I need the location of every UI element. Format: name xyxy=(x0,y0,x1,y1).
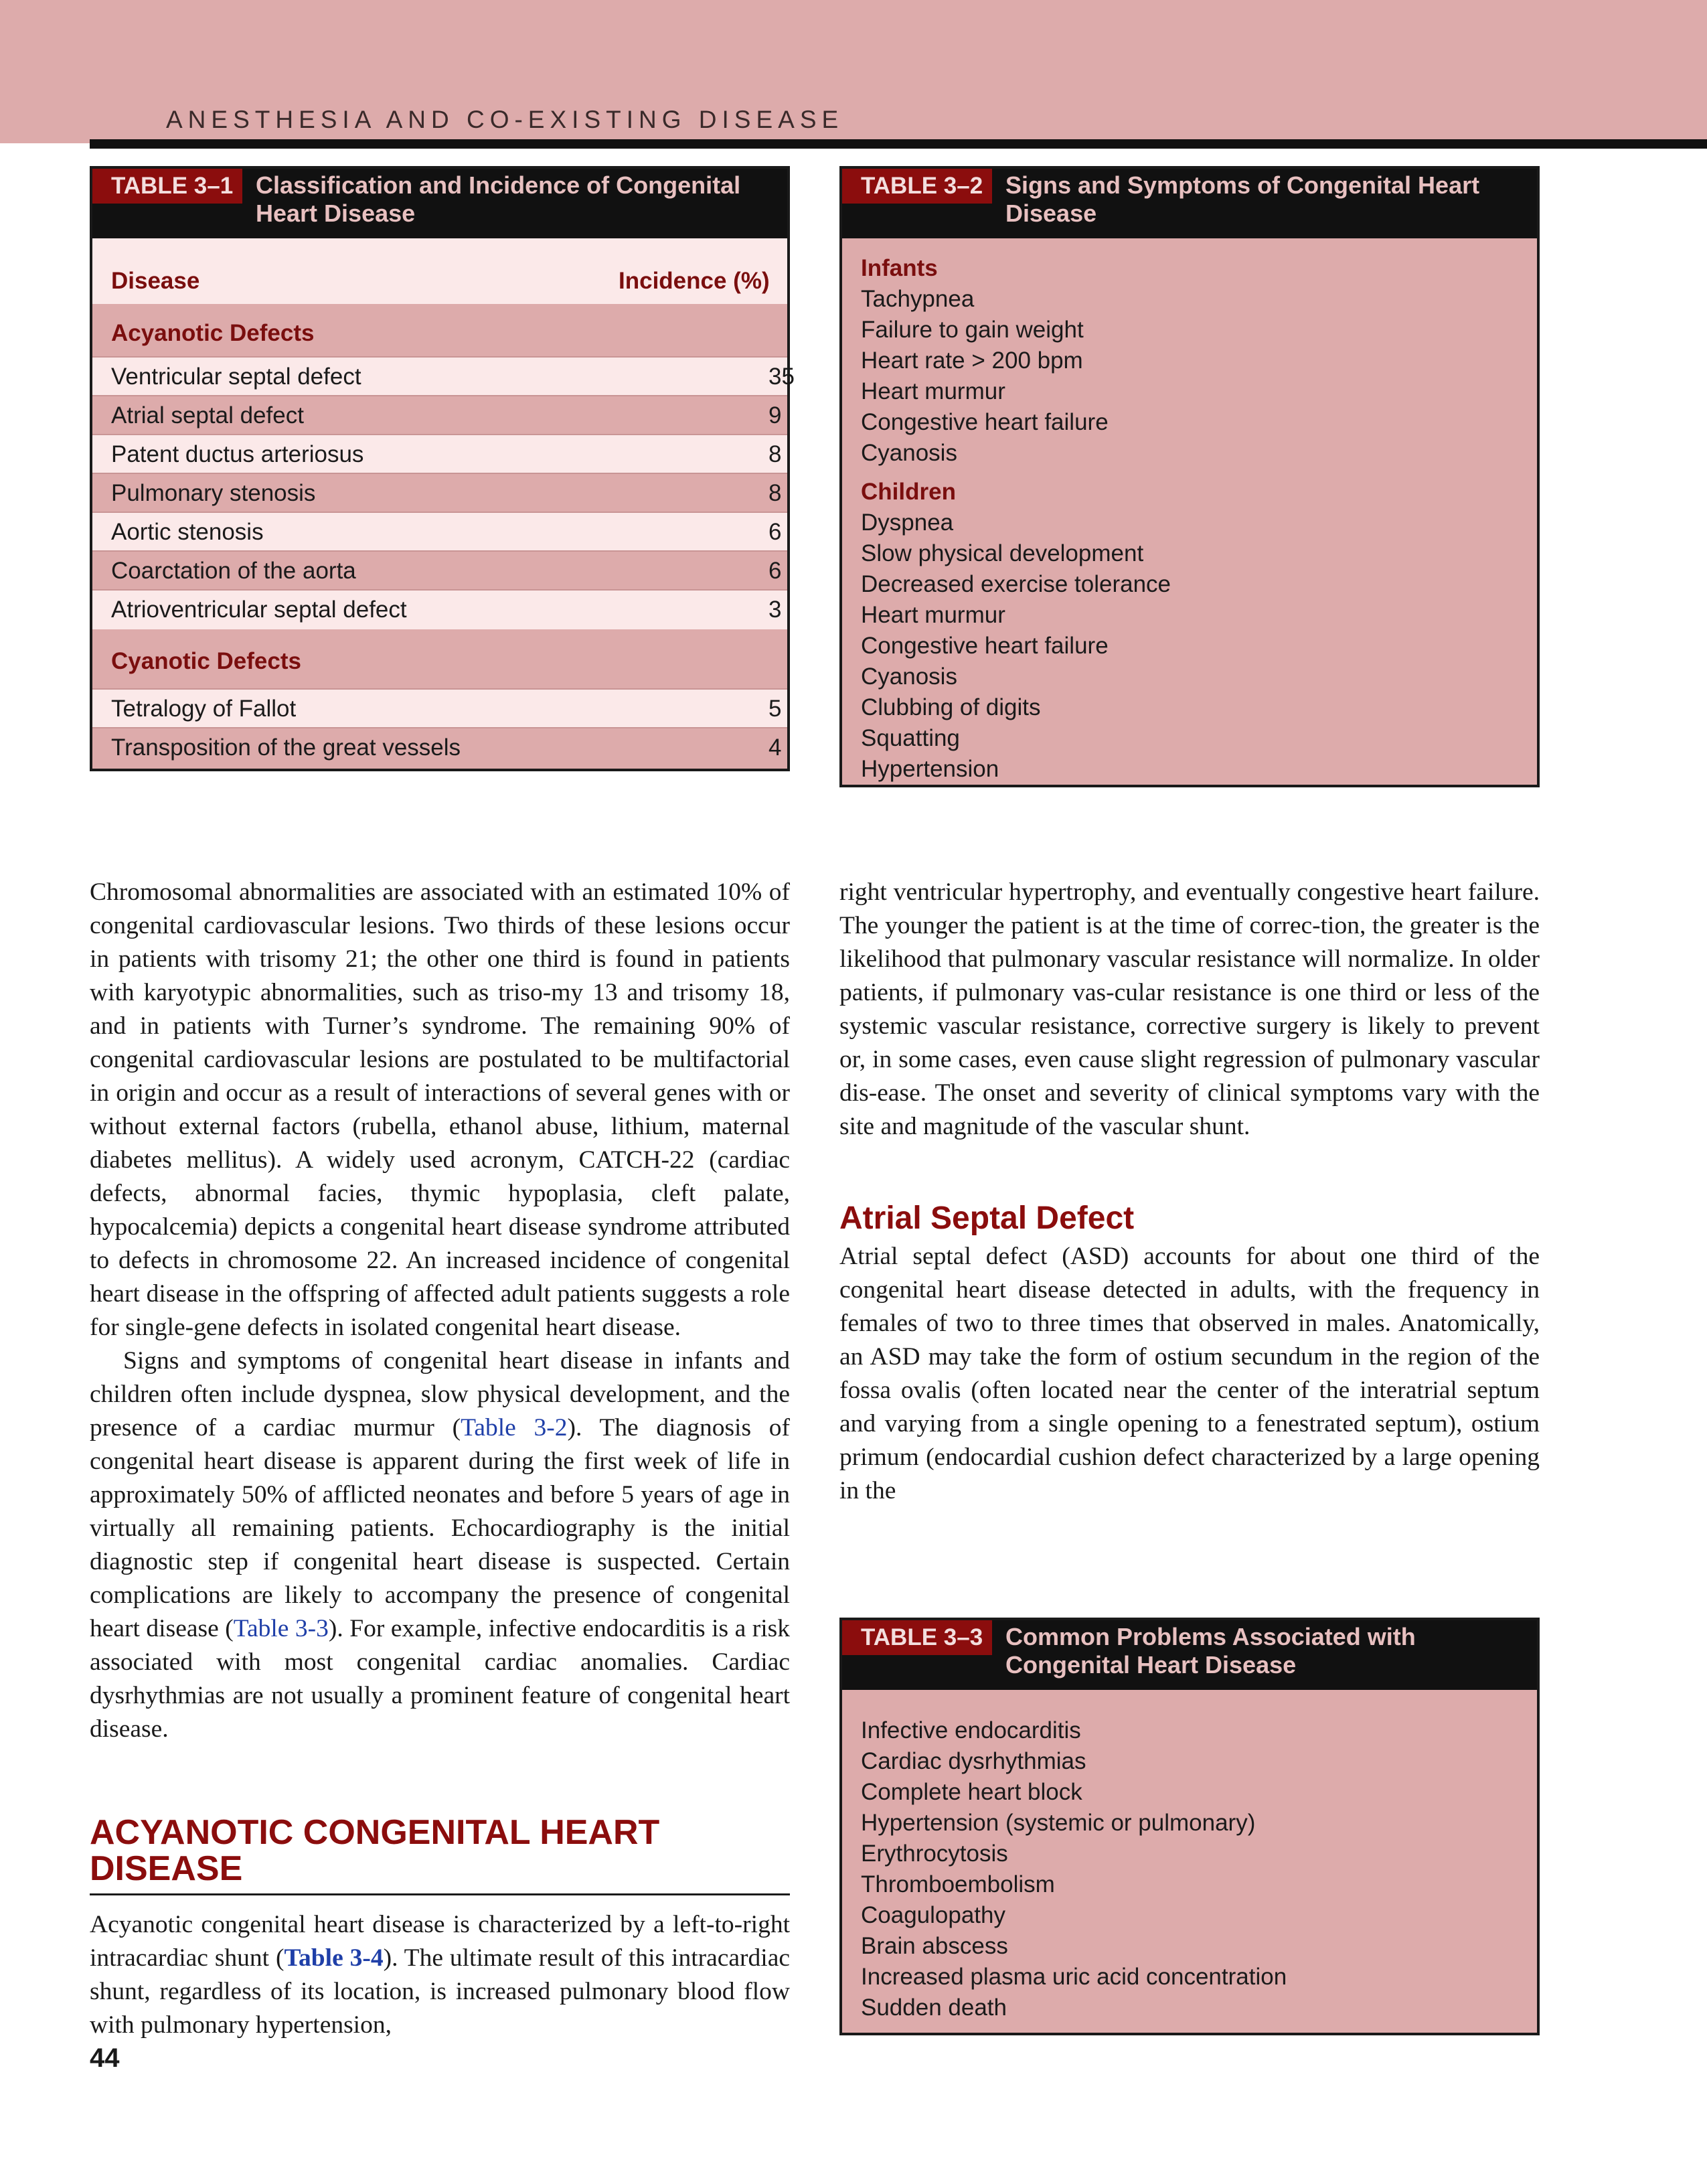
row-disease: Tetralogy of Fallot xyxy=(111,696,297,722)
table-title: Signs and Symptoms of Congenital Heart Disease xyxy=(1005,171,1480,227)
table-3-3 xyxy=(839,1618,1540,2035)
list-item: Cyanosis xyxy=(861,440,957,466)
row-disease: Transposition of the great vessels xyxy=(111,734,461,761)
column-incidence: Incidence (%) xyxy=(619,268,770,294)
left-column-text xyxy=(90,876,790,1746)
table-header xyxy=(842,169,1537,238)
list-item: Dyspnea xyxy=(861,510,954,536)
text-run: Acyanotic congenital heart disease is characterized by a left-to-right intracardiac shunt ( xyxy=(90,1911,790,1972)
paragraph: right ventricular hypertrophy, and eventually congestive heart failure. The younger the patient is at the time of correc-tion, the greater is the likelihood that pulmonary vascular resistance will normalize. In older patients, if pulmonary vas-cular resistance is one third or less of the systemic vascular resistance, corrective surgery is likely to prevent or, in some cases, even cause slight regression of pulmonary vascular dis-ease. The onset and severity of clinical symptoms vary with the site and magnitude of the vascular shunt. xyxy=(839,878,1540,1140)
list-item: Hypertension xyxy=(861,756,999,782)
row-incidence: 4 xyxy=(768,734,782,761)
row-incidence: 6 xyxy=(768,558,782,584)
list-item: Squatting xyxy=(861,725,960,751)
table-title: Common Problems Associated with Congenital Heart Disease xyxy=(1005,1623,1416,1679)
text-run: ). The ultimate result of this intracardiac shunt, regardless of its location, is increased pulmonary blood flow with pulmonary hypertension, xyxy=(90,1944,790,2039)
table-3-2-link[interactable]: Table 3-2 xyxy=(461,1414,568,1441)
column-disease: Disease xyxy=(111,268,200,294)
list-item: Cyanosis xyxy=(861,664,957,690)
table-title: Classification and Incidence of Congenital Heart Disease xyxy=(256,171,741,227)
group-label: Acyanotic Defects xyxy=(111,320,315,346)
table-3-3-link[interactable]: Table 3-3 xyxy=(233,1615,329,1642)
paragraph xyxy=(90,1908,790,2042)
list-item: Brain abscess xyxy=(861,1933,1008,1959)
row-disease: Atrioventricular septal defect xyxy=(111,597,407,623)
right-column-text xyxy=(839,876,1540,1144)
list-item: Complete heart block xyxy=(861,1779,1082,1805)
row-incidence: 3 xyxy=(768,597,782,623)
list-item: Increased plasma uric acid concentration xyxy=(861,1964,1287,1990)
table-row xyxy=(92,395,787,435)
paragraph: Atrial septal defect (ASD) accounts for about one third of the congenital heart disease detected in adults, with the frequency in females of two to three times that observed in males. Anatomically, an ASD may take the form of ostium secundum in the region of the fossa ovalis (often located near the center of the interatrial septum and varying from a single opening to a fenestrated septum), ostium primum (endocardial cushion defect characterized by a large opening in the xyxy=(839,1243,1540,1504)
list-item: Clubbing of digits xyxy=(861,694,1041,720)
list-item: Heart murmur xyxy=(861,602,1005,628)
list-item: Cardiac dysrhythmias xyxy=(861,1748,1086,1774)
table-3-2 xyxy=(839,166,1540,787)
table-row xyxy=(92,473,787,513)
table-row xyxy=(92,512,787,552)
list-item: Heart rate > 200 bpm xyxy=(861,347,1083,374)
list-item: Failure to gain weight xyxy=(861,317,1084,343)
table-header xyxy=(92,169,787,238)
text-run: ). For example, infective endocarditis is a risk associated with most congenital cardiac anomalies. Cardiac dysrhythmias are not usually a prominent feature of congenital heart disease. xyxy=(90,1615,790,1743)
running-head: ANESTHESIA AND CO-EXISTING DISEASE xyxy=(166,106,844,133)
row-disease: Patent ductus arteriosus xyxy=(111,441,364,467)
row-disease: Aortic stenosis xyxy=(111,519,264,545)
subgroup-label: Children xyxy=(861,479,956,505)
table-row xyxy=(92,356,795,396)
paragraph xyxy=(90,1344,790,1746)
table-header xyxy=(842,1620,1537,1690)
row-disease: Atrial septal defect xyxy=(111,402,304,428)
list-item: Tachypnea xyxy=(861,286,975,312)
left-column-text-2 xyxy=(90,1908,790,2042)
table-number: TABLE 3–1 xyxy=(92,169,242,204)
list-item: Erythrocytosis xyxy=(861,1841,1008,1867)
table-row xyxy=(92,727,787,767)
table-3-1 xyxy=(90,166,795,771)
group-label: Cyanotic Defects xyxy=(111,648,301,674)
row-incidence: 9 xyxy=(768,402,782,428)
subsection-heading: Atrial Septal Defect xyxy=(839,1200,1135,1236)
row-incidence: 35 xyxy=(768,364,795,390)
section-heading: ACYANOTIC CONGENITAL HEART DISEASE xyxy=(90,1814,790,1895)
list-item: Sudden death xyxy=(861,1995,1007,2021)
signs-list xyxy=(861,253,1171,785)
list-item: Slow physical development xyxy=(861,540,1144,566)
list-item: Heart murmur xyxy=(861,378,1005,404)
list-item: Decreased exercise tolerance xyxy=(861,571,1171,597)
table-row xyxy=(92,589,787,629)
list-item: Thromboembolism xyxy=(861,1871,1055,1897)
table-row xyxy=(92,688,787,728)
table-row xyxy=(92,434,787,474)
text-run: ). The diagnosis of congenital heart disease is apparent during the first week of life in approximately 50% of afflicted neonates and before 5 years of age in virtually all remaining patients. Echocardiography is the initial diagnostic step if congenital heart disease is suspected. Certain complications are likely to accompany the presence of congenital heart disease ( xyxy=(90,1414,791,1642)
problems-list xyxy=(861,1715,1287,2023)
row-disease: Ventricular septal defect xyxy=(111,364,361,390)
paragraph: Chromosomal abnormalities are associated with an estimated 10% of congenital cardiovascular lesions. Two thirds of these lesions occur in patients with trisomy 21; the other one third is found in patients with karyotypic abnormalities, such as triso-my 13 and trisomy 18, and in patients with Turner’s syndrome. The remaining 90% of congenital cardiovascular lesions are postulated to be multifactorial in origin and occur as a result of interactions of several genes with or without external factors (rubella, ethanol abuse, lithium, maternal diabetes mellitus). A widely used acronym, CATCH-22 (cardiac defects, abnormal facies, thymic hypoplasia, cleft palate, hypocalcemia) depicts a congenital heart disease syndrome attributed to defects in chromosome 22. An increased incidence of congenital heart disease in the offspring of affected adult patients suggests a role for single-gene defects in isolated congenital heart disease. xyxy=(90,878,790,1341)
table-row xyxy=(92,550,787,591)
table-3-4-link[interactable]: Table 3-4 xyxy=(284,1944,384,1972)
list-item: Congestive heart failure xyxy=(861,633,1109,659)
list-item: Congestive heart failure xyxy=(861,409,1109,435)
text-run: Signs and symptoms of congenital heart disease in infants and children often include dyspnea, slow physical development, and the presence of a cardiac murmur ( xyxy=(90,1347,790,1441)
table-column-header xyxy=(92,238,787,304)
list-item: Hypertension (systemic or pulmonary) xyxy=(861,1810,1256,1836)
row-incidence: 5 xyxy=(768,696,782,722)
table-number: TABLE 3–3 xyxy=(842,1620,992,1655)
right-column-text-2 xyxy=(839,1240,1540,1508)
row-disease: Coarctation of the aorta xyxy=(111,558,356,584)
row-incidence: 6 xyxy=(768,519,782,545)
list-item: Coagulopathy xyxy=(861,1902,1005,1928)
table-number: TABLE 3–2 xyxy=(842,169,992,204)
row-disease: Pulmonary stenosis xyxy=(111,480,316,506)
subgroup-label: Infants xyxy=(861,255,938,281)
list-item: Infective endocarditis xyxy=(861,1717,1081,1743)
row-incidence: 8 xyxy=(768,480,782,506)
row-incidence: 8 xyxy=(768,441,782,467)
page-number: 44 xyxy=(90,2043,120,2073)
header-rule xyxy=(90,139,1707,149)
